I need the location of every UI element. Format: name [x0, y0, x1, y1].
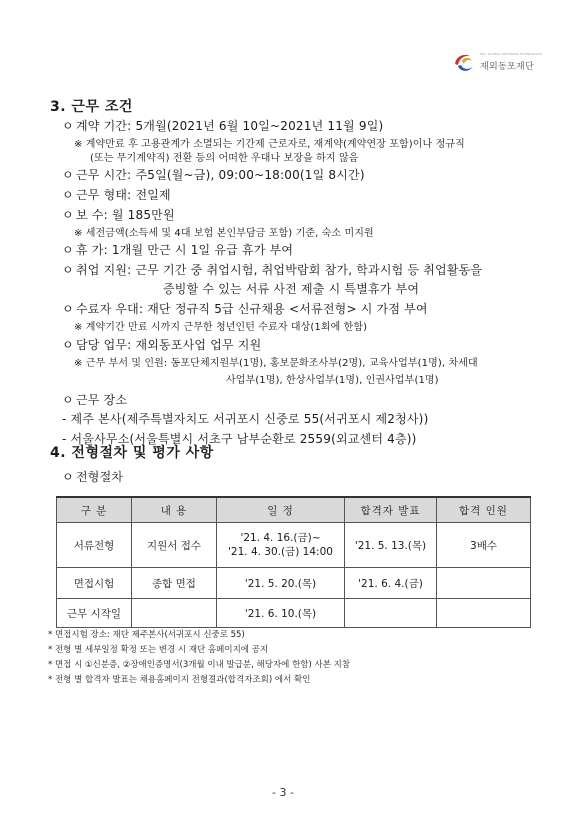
header-count: 합격 인원	[437, 497, 531, 523]
work-type-item	[62, 188, 171, 202]
footnote-documents: * 면접 시 ①신분증, ②장애인증명서(3개월 이내 발급분, 해당자에 한함) 사본 지참	[48, 660, 351, 670]
page-number: - 3 -	[272, 786, 294, 799]
contract-period-text: 계약 기간: 5개월(2021년 6월 10일~2021년 11월 9일)	[76, 119, 384, 133]
duty-item	[62, 338, 261, 352]
circle-bullet-icon: ㅇ	[62, 208, 74, 222]
cell-schedule: '21. 5. 20.(목)	[217, 568, 345, 599]
circle-bullet-icon: ㅇ	[62, 119, 74, 133]
cell-stage: 면접시험	[57, 568, 132, 599]
cell-count	[437, 599, 531, 628]
cell-content: 지원서 접수	[132, 523, 217, 568]
pay-item	[62, 208, 175, 222]
table-row	[57, 523, 531, 568]
location-title: 근무 장소	[76, 393, 128, 407]
header-announcement: 합격자 발표	[345, 497, 437, 523]
cell-schedule: '21. 6. 10.(목)	[217, 599, 345, 628]
cell-content	[132, 599, 217, 628]
location-seoul: - 서울사무소(서울특별시 서초구 남부순환로 2559(외교센터 4층))	[62, 432, 417, 446]
job-support-text-1: 취업 지원: 근무 기간 중 취업시험, 취업박람회 참가, 학과시험 등 취업활동을	[76, 263, 483, 277]
circle-bullet-icon: ㅇ	[62, 243, 74, 257]
work-type-text: 근무 형태: 전일제	[76, 188, 171, 202]
procedure-subtitle-item	[62, 470, 123, 484]
work-hours-text: 근무 시간: 주5일(월~금), 09:00~18:00(1일 8시간)	[76, 168, 365, 182]
contract-note-line-2: (또는 무기계약직) 전환 등의 어떠한 우대나 보장을 하지 않음	[90, 153, 359, 164]
cell-content: 종합 면접	[132, 568, 217, 599]
cell-announcement: '21. 5. 13.(목)	[345, 523, 437, 568]
circle-bullet-icon: ㅇ	[62, 393, 74, 407]
duty-note-line-2: 사업부(1명), 한상사업부(1명), 인권사업부(1명)	[226, 375, 439, 386]
contract-period-item	[62, 119, 383, 133]
cell-count: 3배수	[437, 523, 531, 568]
cell-schedule	[217, 523, 345, 568]
graduate-benefit-item	[62, 302, 428, 316]
footnote-interview-location: * 면접시험 장소: 재단 제주본사(서귀포시 신중로 55)	[48, 630, 245, 640]
circle-bullet-icon: ㅇ	[62, 302, 74, 316]
foundation-emblem-icon	[452, 50, 476, 74]
job-support-text-2: 증빙할 수 있는 서류 사전 제출 시 특별휴가 부여	[163, 282, 420, 296]
footnote-schedule-notice: * 전형 별 세부일정 확정 또는 변경 시 재단 홈페이지에 공지	[48, 645, 269, 655]
foundation-logo	[452, 50, 552, 80]
table-row	[57, 599, 531, 628]
logo-english-text: JEJU GLOBAL NETWORK FOUNDATION	[480, 52, 543, 56]
location-item	[62, 393, 127, 407]
header-content: 내 용	[132, 497, 217, 523]
leave-item	[62, 243, 293, 257]
location-jeju: - 제주 본사(제주특별자치도 서귀포시 신중로 55(서귀포시 제2청사))	[62, 412, 429, 426]
schedule-end: '21. 4. 30.(금) 14:00	[228, 546, 333, 558]
circle-bullet-icon: ㅇ	[62, 338, 74, 352]
circle-bullet-icon: ㅇ	[62, 263, 74, 277]
cell-stage: 근무 시작일	[57, 599, 132, 628]
work-hours-item	[62, 168, 365, 182]
cell-announcement	[345, 599, 437, 628]
section-4-title: 4. 전형절차 및 평가 사항	[50, 445, 214, 461]
footnote-results: * 전형 별 합격자 발표는 채용홈페이지 전형결과(합격자조회) 에서 확인	[48, 675, 311, 685]
cell-count	[437, 568, 531, 599]
table-row	[57, 568, 531, 599]
pay-note: ※ 세전금액(소득세 및 4대 보험 본인부담금 포함) 기준, 숙소 미지원	[74, 228, 374, 239]
schedule-start: '21. 4. 16.(금)~	[240, 532, 321, 544]
selection-procedure-table	[56, 496, 531, 628]
circle-bullet-icon: ㅇ	[62, 470, 74, 484]
circle-bullet-icon: ㅇ	[62, 188, 74, 202]
leave-text: 휴 가: 1개월 만근 시 1일 유급 휴가 부여	[76, 243, 294, 257]
table-header-row	[57, 497, 531, 523]
graduate-benefit-text: 수료자 우대: 재단 정규직 5급 신규채용 <서류전형> 시 가점 부여	[76, 302, 428, 316]
contract-note-line-1: ※ 계약만료 후 고용관계가 소멸되는 기간제 근로자로, 재계약(계약연장 포함)이나 정규직	[74, 139, 465, 150]
header-schedule: 일 정	[217, 497, 345, 523]
job-support-item	[62, 263, 482, 277]
procedure-subtitle: 전형절차	[76, 470, 124, 484]
duty-text: 담당 업무: 재외동포사업 업무 지원	[76, 338, 262, 352]
graduate-note: ※ 계약기간 만료 시까지 근무한 청년인턴 수료자 대상(1회에 한함)	[74, 322, 368, 333]
duty-note-line-1: ※ 근무 부서 및 인원: 동포단체지원부(1명), 홍보문화조사부(2명), 교육사업부(1명), 차세대	[74, 358, 478, 369]
pay-text: 보 수: 월 185만원	[76, 208, 175, 222]
circle-bullet-icon: ㅇ	[62, 168, 74, 182]
section-3-title: 3. 근무 조건	[50, 99, 133, 115]
cell-stage: 서류전형	[57, 523, 132, 568]
logo-korean-text: 재외동포재단	[480, 62, 534, 72]
cell-announcement: '21. 6. 4.(금)	[345, 568, 437, 599]
header-stage: 구 분	[57, 497, 132, 523]
